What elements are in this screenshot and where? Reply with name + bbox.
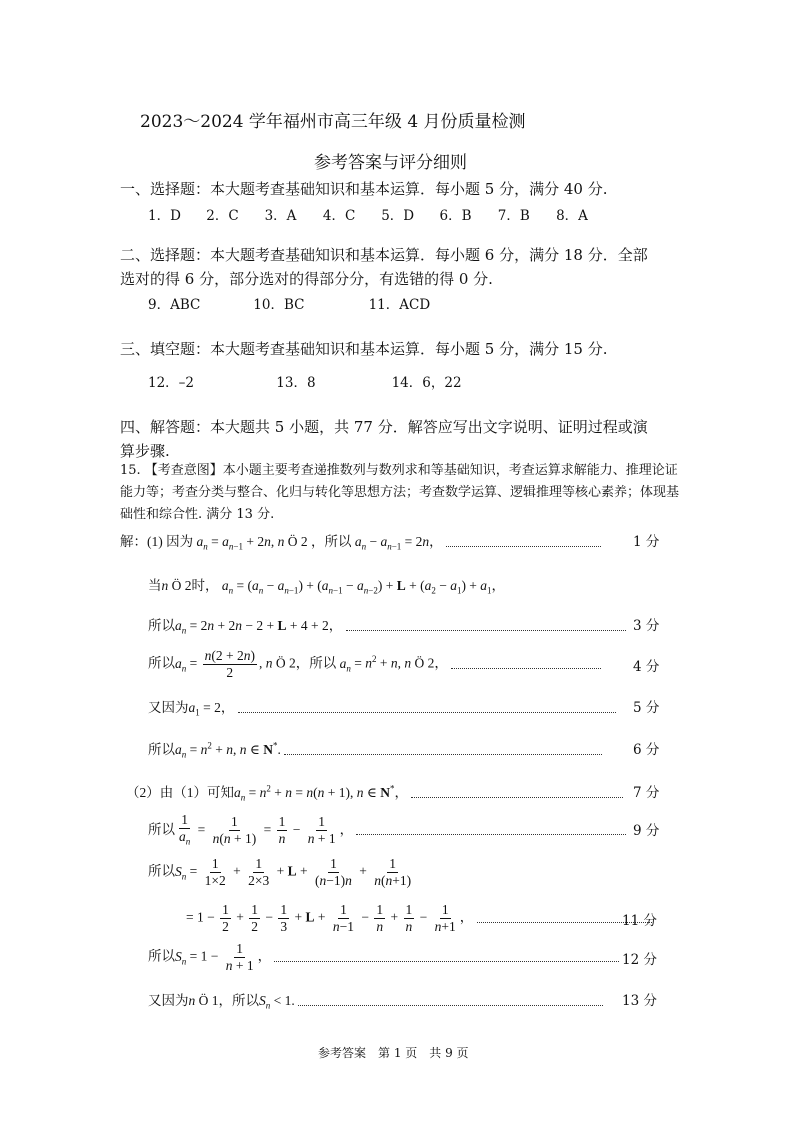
line7-prefix: （2）由（1）可知 [126, 785, 234, 800]
section1-answers [148, 204, 596, 224]
section3-heading: 三、填空题：本大题考查基础知识和基本运算．每小题 5 分，满分 15 分. [120, 340, 608, 358]
line12-prefix: 所以 [148, 948, 175, 964]
solution-line-1: 解：(1) 因为 $a_n = a_{n-1} + 2n$, n Ö 2 ，所以 $a_n - a_{n-1} = 2n$， [120, 530, 601, 552]
line2-mid: 时， [191, 578, 219, 593]
answer-2: 2．C [206, 208, 239, 224]
answer-8: 8．A [556, 208, 588, 224]
score-4: 4 分 [633, 659, 660, 675]
solution-line-6: 所以$a_n = n^2 + n$, n ∈ N*. [148, 738, 602, 760]
solution-line-10: 所以$S_n$ = $\frac{1}{1\times 2}$ + $\frac{1}{2\times 3}$ + L + $\frac{1}{(n-1)n}$ + $\frac{1}{n(n+1)}$ [148, 856, 412, 888]
page-title: 2023～2024 学年福州市高三年级 4 月份质量检测 [140, 112, 526, 132]
section2-heading-line1: 二、选择题：本大题考查基础知识和基本运算．每小题 6 分，满分 18 分．全部 [120, 246, 648, 264]
answer-12: 12．–2 [148, 375, 195, 391]
solution-line-4: 所以$a_n$ = $\frac{n(2 + 2n)}{2}$ , n Ö 2，所以 $a_n = n^2 + n$, n Ö 2， [148, 648, 601, 681]
line1-mid: ，所以 [310, 534, 352, 549]
line13-mid: ，所以 [218, 993, 259, 1008]
solution-line-12: 所以$S_n = 1$ − $\frac{1}{n + 1}$ ， [148, 941, 619, 974]
line5-prefix: 又因为 [148, 700, 189, 715]
section2-heading-line2: 选对的得 6 分，部分选对的得部分分，有选错的得 0 分. [120, 270, 493, 288]
solution-line-5: 又因为$a_1 = 2$， [148, 696, 616, 718]
line1-prefix: 解：(1) 因为 [120, 534, 194, 549]
answer-13: 13．8 [276, 375, 316, 391]
answer-4: 4．C [322, 208, 356, 224]
q15-intro: 15. 【考查意图】本小题主要考查递推数列与数列求和等基础知识，考查运算求解能力、推理论证能力等；考查分类与整合、化归与转化等思想方法；考查数学运算、逻辑推理等核心素养；体现基础性和综合性. 满分 13 分. [120, 463, 680, 522]
answer-3: 3．A [264, 208, 297, 224]
score-13: 13 分 [622, 993, 657, 1009]
solution-line-9: 所以 $\frac{1}{a_n}$ = $\frac{1}{n(n + 1)}$ = $\frac{1}{n}$ − $\frac{1}{n + 1}$ ， [148, 812, 626, 850]
line10-prefix: 所以 [148, 863, 175, 879]
score-1: 1 分 [633, 534, 660, 550]
answer-1: 1．D [148, 208, 181, 224]
answer-11: 11．ACD [368, 297, 431, 313]
section3-answers [148, 371, 472, 391]
solution-line-2: 当n Ö 2时， $a_n = (a_n - a_{n-1}) + (a_{n-1} - a_{n-2}) + L + (a_2 - a_1) + a_1$， [148, 578, 506, 596]
solution-line-3: 所以$a_n = 2n + 2n - 2 + L + 4 + 2$， [148, 614, 626, 636]
page-footer: 参考答案 第 1 页 共 9 页 [318, 1046, 469, 1060]
solution-line-11: = 1 − $\frac{1}{2}$ + $\frac{1}{2}$ − $\frac{1}{3}$ + L + $\frac{1}{n-1}$ − $\frac{1}{n}$ + $\frac{1}{n}$ − $\frac{1}{n+1}$ ， [186, 902, 652, 935]
line3-prefix: 所以 [148, 618, 175, 633]
section4-heading-line1: 四、解答题：本大题共 5 小题，共 77 分．解答应写出文字说明、证明过程或演 [120, 418, 648, 436]
line13-prefix: 又因为 [148, 993, 189, 1008]
score-11: 11 分 [622, 913, 657, 929]
answer-9: 9．ABC [148, 297, 201, 313]
answer-14: 14．6，22 [391, 375, 462, 391]
score-6: 6 分 [633, 742, 660, 758]
score-5: 5 分 [633, 700, 660, 716]
line4-prefix: 所以 [148, 655, 175, 671]
line9-prefix: 所以 [148, 821, 175, 837]
section1-heading: 一、选择题：本大题考查基础知识和基本运算．每小题 5 分，满分 40 分. [120, 180, 608, 198]
solution-line-7: （2）由（1）可知$a_n = n^2 + n = n(n + 1)$, n ∈ N*， [126, 781, 623, 803]
section4-heading-line2: 算步骤. [120, 442, 170, 460]
answer-7: 7．B [497, 208, 530, 224]
answer-6: 6．B [439, 208, 472, 224]
score-12: 12 分 [622, 952, 657, 968]
answer-5: 5．D [381, 208, 415, 224]
line4-mid: ，所以 [295, 655, 337, 671]
section2-answers [148, 293, 439, 313]
score-9: 9 分 [633, 823, 660, 839]
score-7: 7 分 [633, 785, 660, 801]
line6-prefix: 所以 [148, 742, 175, 757]
answer-10: 10．BC [253, 297, 305, 313]
solution-line-13: 又因为n Ö 1，所以$S_n < 1$. [148, 989, 603, 1011]
line2-prefix: 当 [148, 578, 162, 593]
score-3: 3 分 [633, 618, 660, 634]
page-subtitle: 参考答案与评分细则 [314, 153, 467, 173]
